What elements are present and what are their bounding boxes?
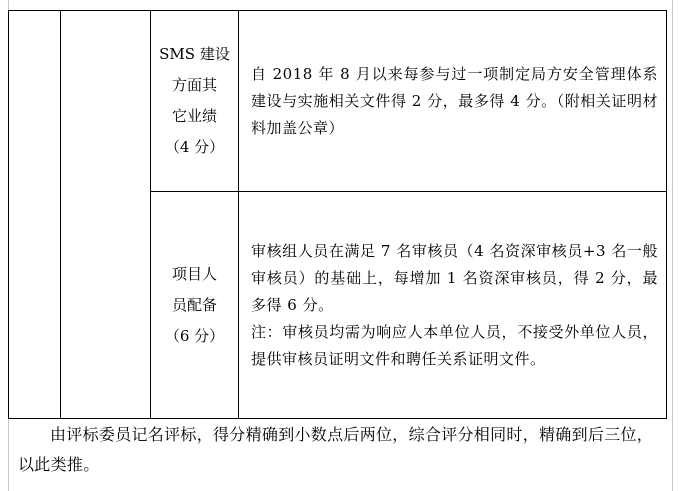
- item-line: 员配备: [171, 295, 217, 314]
- item-cell-staffing: [151, 192, 239, 419]
- item-line: 方面其: [171, 76, 217, 94]
- page-edge-right: [672, 0, 673, 491]
- footer-paragraph: [18, 420, 668, 480]
- item-line: SMS 建设: [159, 45, 230, 63]
- item-line: （6 分）: [164, 326, 225, 345]
- table-row: [9, 11, 667, 192]
- description-text: 审核组人员在满足 7 名审核员（4 名资深审核员+3 名一般审核员）的基础上，每增加 1 名资深审核员，得 2 分，最多得 6 分。: [251, 241, 658, 314]
- description-cell-staffing: [239, 192, 667, 419]
- item-line: （4 分）: [164, 138, 225, 156]
- description-text: 自 2018 年 8 月以来每参与过一项制定局方安全管理体系建设与实施相关文件得 2 分，最多得 4 分。（附相关证明材料加盖公章）: [251, 64, 658, 137]
- item-line: 它业绩: [171, 107, 217, 125]
- description-cell-sms: [239, 11, 667, 192]
- table-cell-blank-1: [9, 11, 61, 419]
- table-cell-blank-2: [61, 11, 151, 419]
- item-line: 项目人: [171, 264, 217, 283]
- scoring-table: [8, 10, 667, 419]
- footer-text: 由评标委员记名评标，得分精确到小数点后两位，综合评分相同时，精确到后三位，以此类推。: [18, 425, 654, 474]
- note-text: 注：审核员均需为响应人本单位人员，不接受外单位人员，提供审核员证明文件和聘任关系证明文件。: [251, 322, 658, 368]
- item-cell-sms: [151, 11, 239, 192]
